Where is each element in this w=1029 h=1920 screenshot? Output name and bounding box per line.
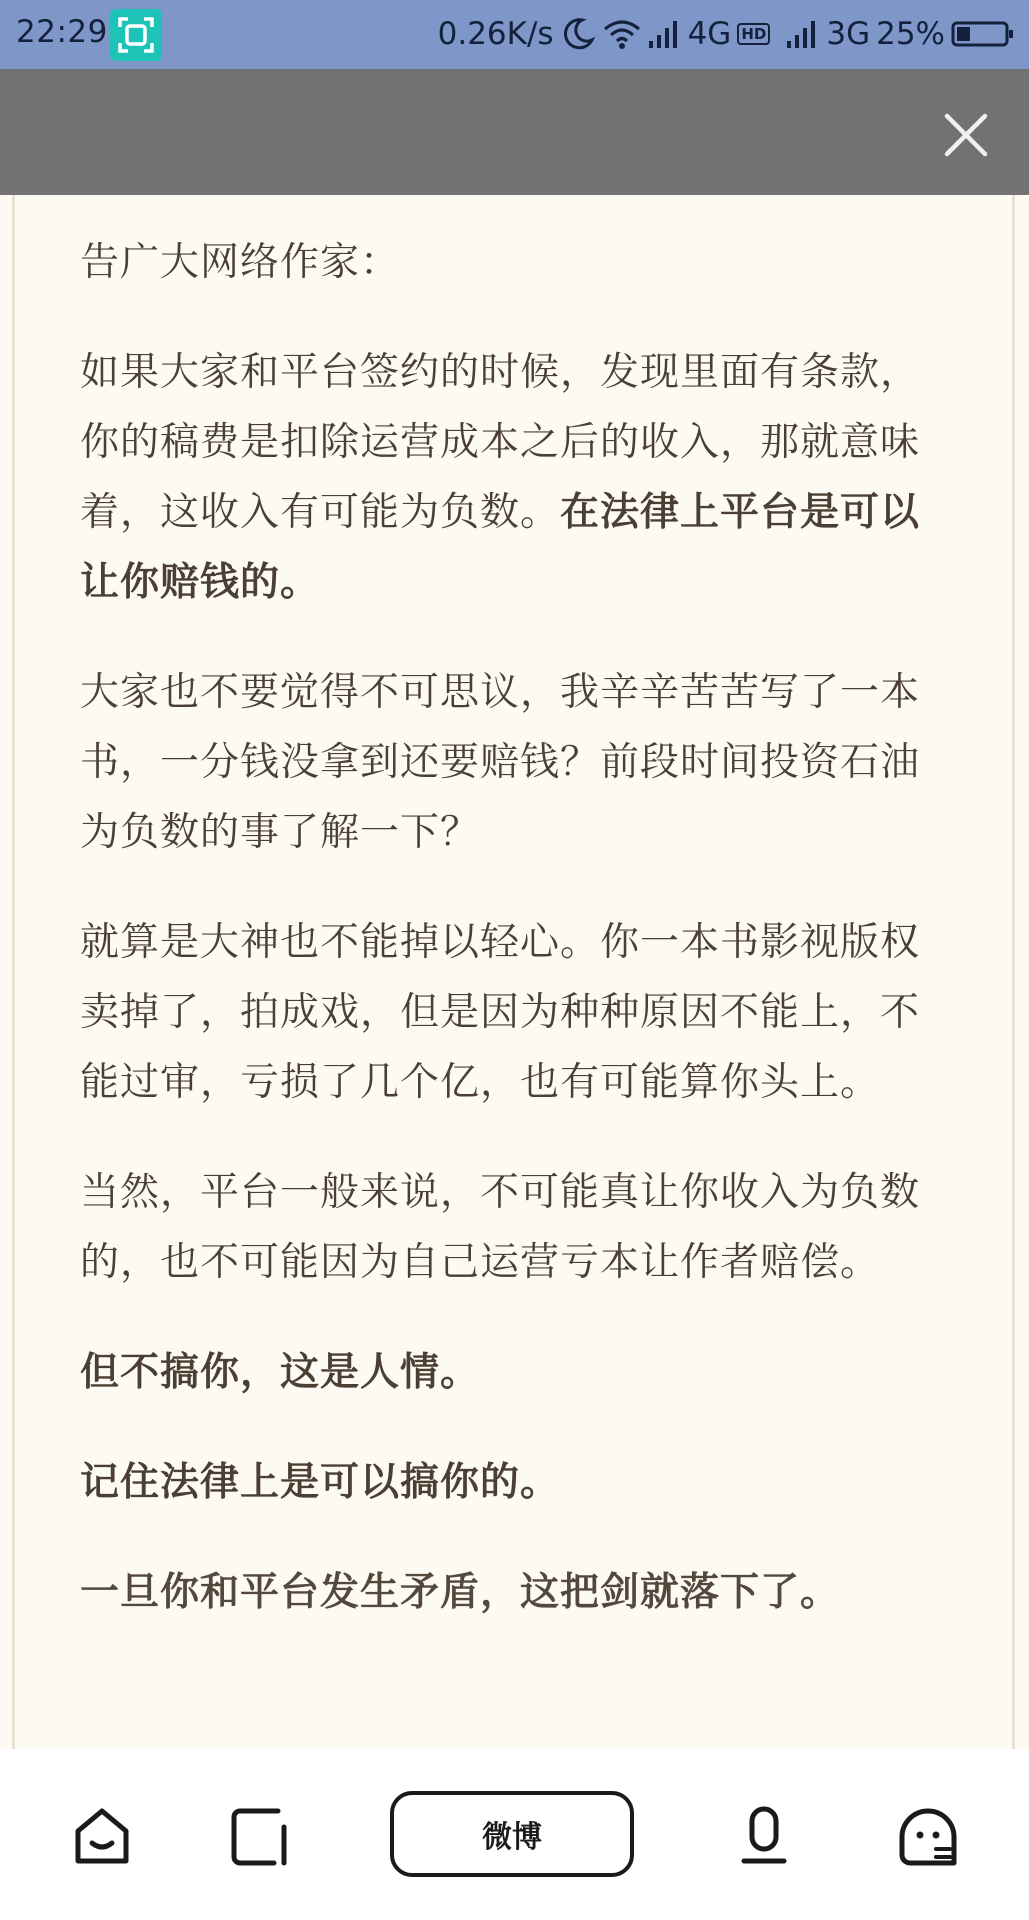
home-button[interactable]: [70, 1805, 134, 1869]
close-icon: [939, 108, 993, 162]
weibo-button[interactable]: 微博: [390, 1791, 634, 1877]
paragraph-2: 大家也不要觉得不可思议，我辛辛苦苦写了一本书，一分钱没拿到还要赔钱？前段时间投资石油为负数的事了解一下？: [80, 670, 921, 855]
bottom-bar: [0, 1749, 1029, 1920]
overlay-header: [0, 69, 1029, 195]
microphone-button[interactable]: [732, 1805, 796, 1869]
paragraph-4: 当然，平台一般来说，不可能真让你收入为负数的，也不可能因为自己运营亏本让作者赔偿。: [80, 1170, 921, 1285]
screen-record-icon: [110, 9, 162, 61]
signal-icon-2: [786, 19, 820, 49]
status-time: 22:29: [16, 14, 108, 50]
moon-icon: [560, 16, 596, 52]
wifi-icon: [602, 17, 642, 51]
signal-icon-1: [648, 19, 682, 49]
paragraph-5: 但不搞你，这是人情。: [80, 1350, 481, 1395]
emoji-button[interactable]: [896, 1805, 960, 1869]
paragraph-3: 就算是大神也不能掉以轻心。你一本书影视版权卖掉了，拍成戏，但是因为种种原因不能上，不能过审，亏损了几个亿，也有可能算你头上。: [80, 920, 921, 1105]
network-type-2: 3G: [826, 16, 871, 52]
paragraph-6: 记住法律上是可以搞你的。: [80, 1460, 561, 1505]
greeting: 告广大网络作家：: [80, 240, 401, 285]
emoji-icon: [896, 1805, 960, 1869]
paragraph-1: 如果大家和平台签约的时候，发现里面有条款，你的稿费是扣除运营成本之后的收入，那就意味着，这收入有可能为负数。在法律上平台是可以让你赔钱的。: [80, 350, 921, 605]
net-speed: 0.26K/s: [437, 16, 554, 52]
edit-icon: [228, 1805, 292, 1869]
network-type-1: 4G: [687, 16, 732, 52]
edit-button[interactable]: [228, 1805, 292, 1869]
battery-icon: [951, 20, 1015, 48]
article-body: [80, 228, 940, 1668]
status-right-group: [438, 12, 1015, 56]
paragraph-7: 一旦你和平台发生矛盾，这把剑就落下了。: [80, 1570, 841, 1615]
status-bar: [0, 0, 1029, 69]
battery-percent: 25%: [876, 16, 945, 52]
close-button[interactable]: [939, 108, 993, 162]
microphone-icon: [732, 1805, 796, 1869]
home-icon: [70, 1805, 134, 1869]
hd-badge: HD: [737, 23, 770, 45]
